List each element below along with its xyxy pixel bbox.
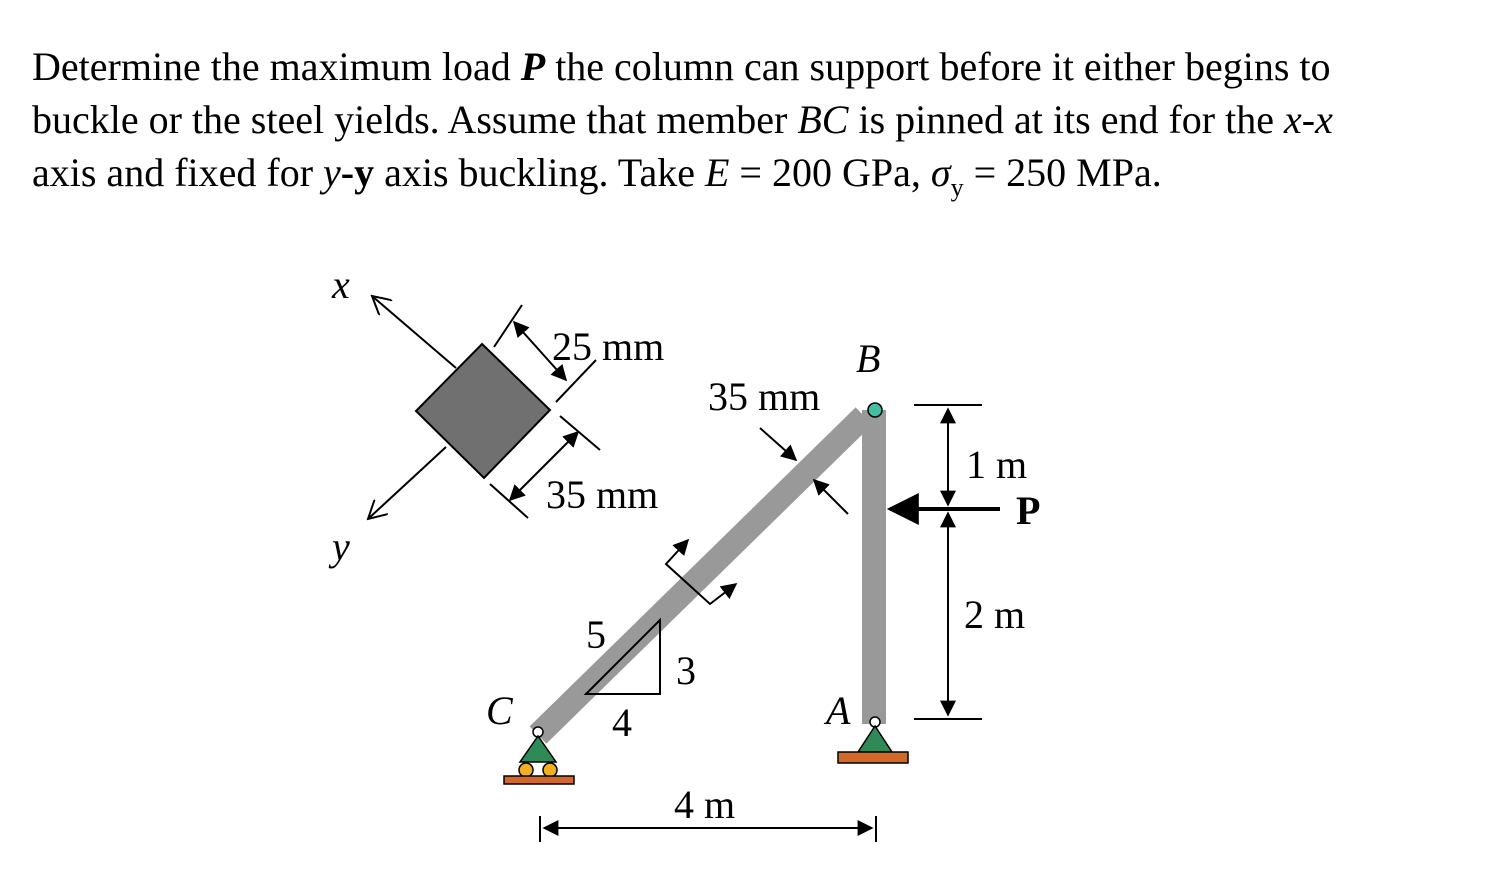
slope-run-label: 4 — [612, 700, 632, 745]
modulus-symbol: E — [704, 150, 730, 195]
joint-b-label: B — [856, 336, 881, 381]
load-symbol: P — [520, 44, 546, 89]
section-depth-label: 35 mm — [546, 472, 659, 517]
axis-symbol: x — [1283, 97, 1302, 142]
height-bottom-label: 2 m — [964, 592, 1026, 637]
axis-symbol: y — [323, 150, 341, 195]
slope-rise-label: 3 — [676, 648, 696, 693]
section-x-axis — [372, 296, 456, 368]
axis-symbol: -y — [340, 150, 375, 195]
axis-symbol: x — [1315, 97, 1333, 142]
joint-c-label: C — [486, 688, 513, 733]
base-a — [838, 752, 908, 763]
text-segment: is pinned at its end for the — [848, 97, 1284, 142]
member-width-label: 35 mm — [708, 374, 821, 419]
section-axis-x-label: x — [332, 262, 350, 307]
stress-subscript: y — [950, 173, 964, 202]
member-bc — [538, 416, 864, 735]
text-segment: - — [1301, 97, 1316, 142]
text-segment: axis buckling. Take — [374, 150, 705, 195]
roller — [519, 763, 533, 777]
text-segment: = 200 GPa, — [729, 150, 931, 195]
roller — [543, 763, 557, 777]
member-symbol: BC — [797, 97, 849, 142]
pin-b — [868, 403, 882, 417]
height-top-label: 1 m — [966, 442, 1028, 487]
slope-hypotenuse-label: 5 — [586, 612, 606, 657]
load-label: P — [1016, 488, 1041, 533]
member-width-arrow — [760, 428, 796, 460]
cross-section — [416, 344, 550, 478]
text-segment: = 250 MPa. — [963, 150, 1162, 195]
stress-symbol: σ — [930, 150, 951, 195]
text-segment: Determine the maximum load — [32, 44, 521, 89]
text-segment: the column can support before it either begins to — [545, 44, 1331, 89]
support-a — [858, 726, 892, 752]
support-c — [520, 736, 556, 762]
joint-a-label: A — [826, 688, 851, 733]
member-width-arrow — [814, 480, 848, 514]
span-label: 4 m — [674, 782, 736, 827]
section-axis-y-label: y — [332, 524, 350, 569]
text-segment: buckle or the steel yields. Assume that member — [32, 97, 798, 142]
text-segment: axis and fixed for — [32, 150, 324, 195]
section-width-label: 25 mm — [552, 324, 665, 369]
base-c — [504, 776, 574, 784]
section-y-axis — [368, 447, 446, 519]
